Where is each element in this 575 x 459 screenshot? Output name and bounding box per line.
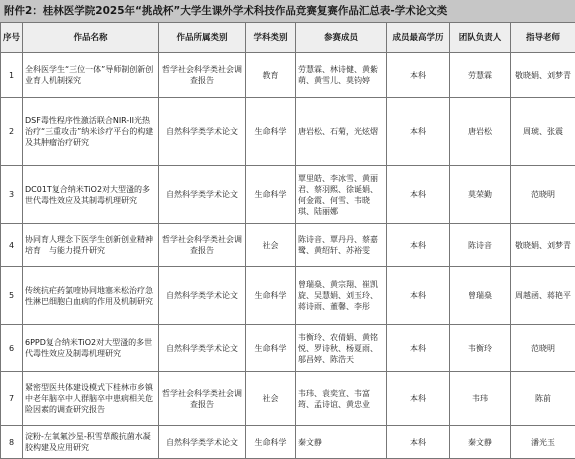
header-category: 作品所属类别: [159, 23, 246, 53]
header-row: [1, 23, 575, 53]
cell-no: 4: [1, 224, 23, 267]
cell-advisor: 敬晓娟、刘梦青: [511, 53, 575, 98]
cell-edu: 本科: [387, 166, 450, 224]
cell-category: 自然科学类学术论文: [159, 426, 246, 459]
table-row: [1, 426, 575, 459]
header-advisor: 指导老师: [511, 23, 575, 53]
cell-advisor: 陈前: [511, 372, 575, 426]
cell-advisor: 范晓明: [511, 325, 575, 372]
cell-leader: 韦衡玲: [450, 325, 511, 372]
table-row: [1, 224, 575, 267]
cell-leader: 曾瑞燊: [450, 267, 511, 325]
cell-edu: 本科: [387, 372, 450, 426]
cell-leader: 韦玮: [450, 372, 511, 426]
cell-discipline: 生命科学: [246, 166, 296, 224]
cell-name: 全科医学生“三位一体”导师制创新创业育人机制探究: [23, 53, 159, 98]
cell-name: 6PPD复合纳米TiO2对大型溞的多世代毒性效应及制毒机理研究: [23, 325, 159, 372]
cell-leader: 唐岩松: [450, 98, 511, 166]
header-edu: 成员最高学历: [387, 23, 450, 53]
cell-members: 曾瑞燊、黄宗翔、崔凯旋、吴慧娟、刘玉玲、蒋诗雨、董馨、李彤: [296, 267, 387, 325]
cell-edu: 本科: [387, 98, 450, 166]
cell-advisor: 范晓明: [511, 166, 575, 224]
cell-no: 1: [1, 53, 23, 98]
cell-category: 自然科学类学术论文: [159, 325, 246, 372]
table-row: [1, 267, 575, 325]
header-members: 参赛成员: [296, 23, 387, 53]
cell-category: 哲学社会科学类社会调查报告: [159, 372, 246, 426]
cell-no: 6: [1, 325, 23, 372]
cell-name: 淀粉-左氧氟沙星-积雪草酸抗菌水凝胶构建及应用研究: [23, 426, 159, 459]
cell-edu: 本科: [387, 53, 450, 98]
cell-edu: 本科: [387, 426, 450, 459]
cell-members: 韦衡玲、农倩娟、黄铭悦、罗诗秋、杨夏雨、邬昌婷、陈浩天: [296, 325, 387, 372]
header-name: 作品名称: [23, 23, 159, 53]
cell-category: 自然科学类学术论文: [159, 98, 246, 166]
cell-no: 8: [1, 426, 23, 459]
cell-discipline: 社会: [246, 224, 296, 267]
cell-members: 劳慧霖、林诗健、黄紫萌、黄雪儿、莫钧婷: [296, 53, 387, 98]
cell-discipline: 生命科学: [246, 325, 296, 372]
header-leader: 团队负责人: [450, 23, 511, 53]
cell-category: 哲学社会科学类社会调查报告: [159, 53, 246, 98]
cell-category: 自然科学类学术论文: [159, 267, 246, 325]
cell-category: 自然科学类学术论文: [159, 166, 246, 224]
cell-discipline: 生命科学: [246, 267, 296, 325]
cell-category: 哲学社会科学类社会调查报告: [159, 224, 246, 267]
cell-advisor: 周越函、蒋艳平: [511, 267, 575, 325]
table-row: [1, 325, 575, 372]
cell-advisor: 敬晓娟、刘梦青: [511, 224, 575, 267]
cell-discipline: 生命科学: [246, 98, 296, 166]
header-discipline: 学科类别: [246, 23, 296, 53]
cell-members: 韦玮、袁奕宣、韦富筠、孟诗谊、黄忠业: [296, 372, 387, 426]
cell-leader: 莫荣勤: [450, 166, 511, 224]
cell-advisor: 潘光玉: [511, 426, 575, 459]
cell-name: DC01T复合纳米TiO2对大型溞的多世代毒性效应及其制毒机理研究: [23, 166, 159, 224]
cell-no: 5: [1, 267, 23, 325]
cell-leader: 劳慧霖: [450, 53, 511, 98]
cell-no: 7: [1, 372, 23, 426]
cell-advisor: 周琥、张震: [511, 98, 575, 166]
cell-name: 协同育人理念下医学生创新创业精神培育 与能力提升研究: [23, 224, 159, 267]
table-row: [1, 98, 575, 166]
works-table: [0, 22, 575, 459]
cell-edu: 本科: [387, 325, 450, 372]
cell-name: 紧密型医共体建设模式下桂林市乡镇中老年脑卒中人群脑卒中患病相关危险因素的调查研究报告: [23, 372, 159, 426]
cell-discipline: 生命科学: [246, 426, 296, 459]
cell-edu: 本科: [387, 224, 450, 267]
cell-name: DSF毒性程序性激活联合NIR-II光热治疗“三重攻击”纳米诊疗平台的构建及其肿瘤治疗研究: [23, 98, 159, 166]
cell-leader: 秦文静: [450, 426, 511, 459]
cell-members: 覃里皓、李冰雪、黄丽君、蔡羽熙、徐诞娟、何金霞、何雪、韦晓琪、陆丽娜: [296, 166, 387, 224]
table-row: [1, 166, 575, 224]
cell-discipline: 教育: [246, 53, 296, 98]
table-row: [1, 53, 575, 98]
cell-members: 陈诗音、覃丹丹、蔡嘉鹭、黄绍轩、苏裕雯: [296, 224, 387, 267]
cell-members: 唐岩松、石菊，光炫熠: [296, 98, 387, 166]
table-row: [1, 372, 575, 426]
cell-edu: 本科: [387, 267, 450, 325]
cell-leader: 陈诗音: [450, 224, 511, 267]
page-title: 附件2：桂林医学院2025年“挑战杯”大学生课外学术科技作品竞赛复赛作品汇总表-学术论文类: [0, 0, 575, 22]
cell-name: 传统抗疟药氯喹协同地塞米松治疗急性淋巴细胞白血病的作用及机制研究: [23, 267, 159, 325]
cell-no: 3: [1, 166, 23, 224]
cell-discipline: 社会: [246, 372, 296, 426]
header-no: 序号: [1, 23, 23, 53]
cell-members: 秦文静: [296, 426, 387, 459]
cell-no: 2: [1, 98, 23, 166]
